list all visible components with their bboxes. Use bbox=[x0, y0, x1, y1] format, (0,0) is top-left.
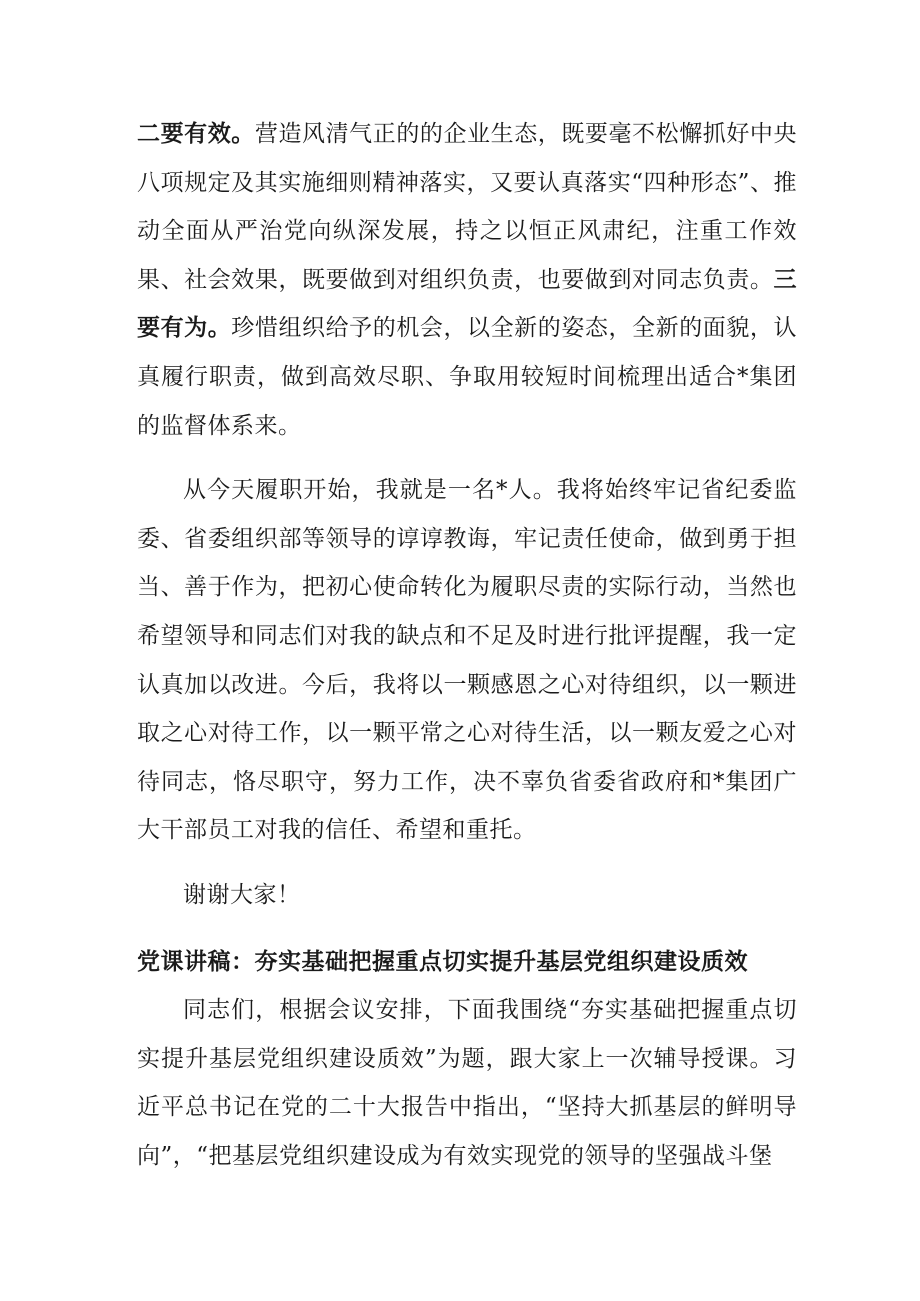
paragraph-body-effective: 营造风清气正的的企业生态，既要毫不松懈抓好中央八项规定及其实施细则精神落实，又要认真落实“四种形态”、推动全面从严治党向纵深发展，持之以恒正风肃纪，注重工作效果、社会效果，既要做到对组织负责，也要做到对同志负责。 bbox=[137, 121, 798, 293]
section-heading: 党课讲稿：夯实基础把握重点切实提升基层党组织建设质效 bbox=[137, 947, 748, 975]
paragraph-lecture-intro: 同志们，根据会议安排，下面我围绕“夯实基础把握重点切实提升基层党组织建设质效”为题，跟大家上一次辅导授课。习近平总书记在党的二十大报告中指出，“坚持大抓基层的鲜明导向”，“把基层党组织建设成为有效实现党的领导的坚强战斗堡 bbox=[137, 997, 797, 1169]
paragraph-thanks: 谢谢大家！ bbox=[183, 881, 301, 908]
paragraph-commitment: 从今天履职开始，我就是一名*人。我将始终牢记省纪委监委、省委组织部等领导的谆谆教诲，牢记责任使命，做到勇于担当、善于作为，把初心使命转化为履职尽责的实际行动，当然也希望领导和同志们对我的缺点和不足及时进行批评提醒，我一定认真加以改进。今后，我将以一颗感恩之心对待组织，以一颗进取之心对待工作，以一颗平常之心对待生活，以一颗友爱之心对待同志，恪尽职守，努力工作，决不辜负省委省政府和*集团广大干部员工对我的信任、希望和重托。 bbox=[137, 477, 797, 844]
paragraph-lead-effective: 二要有效。 bbox=[137, 120, 255, 147]
document-page bbox=[137, 110, 797, 1180]
paragraph-effective bbox=[137, 110, 797, 450]
paragraph-lead-action: 三要有为。 bbox=[137, 265, 797, 342]
paragraph-body-action: 珍惜组织给予的机会，以全新的姿态，全新的面貌，认真履行职责，做到高效尽职、争取用较短时间梳理出适合*集团的监督体系来。 bbox=[137, 315, 798, 439]
